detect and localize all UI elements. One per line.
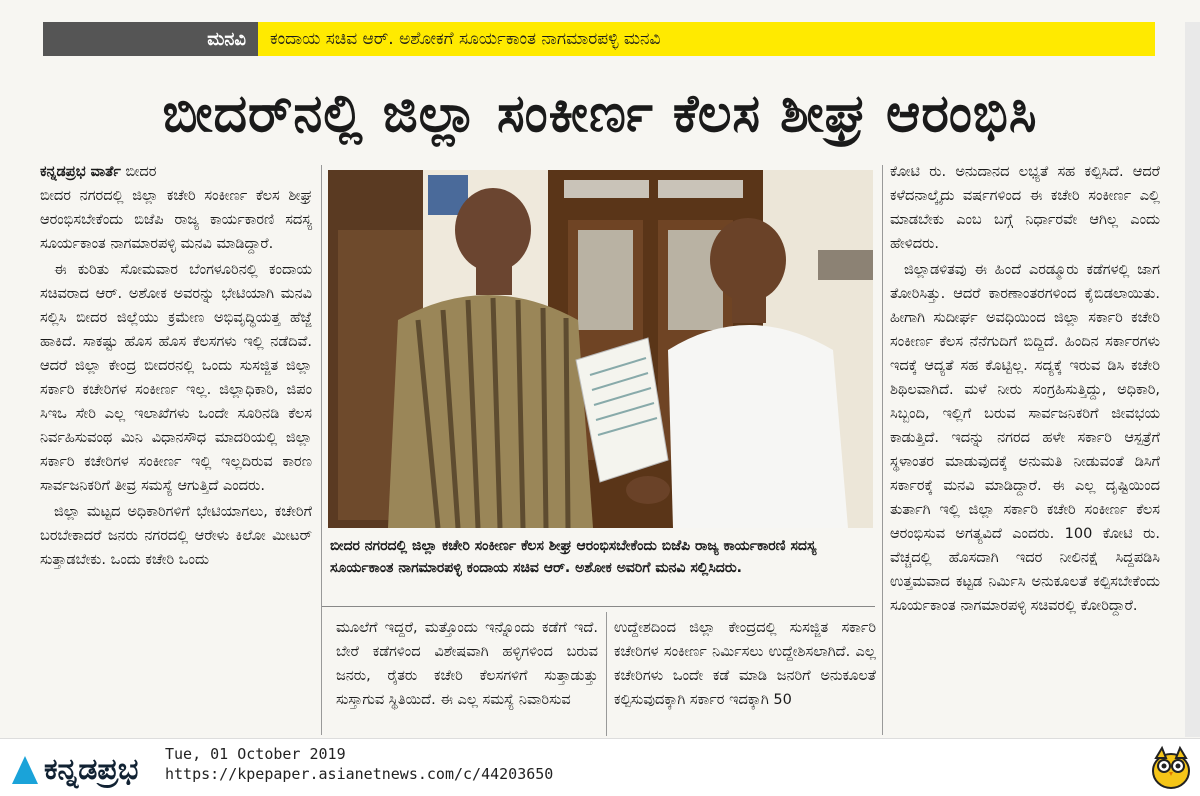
- page-edge: [1185, 22, 1200, 737]
- article-column-right: [890, 160, 1160, 620]
- headline: ಬೀದರ್‌ನಲ್ಲಿ ಜಿಲ್ಲಾ ಸಂಕೀರ್ಣ ಕೆಲಸ ಶೀಘ್ರ ಆರಂಭಿಸಿ: [162, 84, 1038, 144]
- edition-date: Tue, 01 October 2019: [165, 745, 346, 763]
- caption-rule: [322, 606, 875, 607]
- column-divider: [321, 165, 322, 735]
- column-divider: [606, 612, 607, 736]
- paragraph: ಜಿಲ್ಲಾ ಮಟ್ಟದ ಅಧಿಕಾರಿಗಳಿಗೆ ಭೇಟಿಯಾಗಲು, ಕಚೇರಿಗೆ ಬರಬೇಕಾದರೆ ಜನರು ನಗರದಲ್ಲಿ ಆರೇಳು ಕಿಲೋ ಮೀಟರ್ ಸುತ್ತಾಡಬೇಕು. ಒಂದು ಕಚೇರಿ ಒಂದು: [40, 504, 312, 568]
- paragraph: ಈ ಕುರಿತು ಸೋಮವಾರ ಬೆಂಗಳೂರಿನಲ್ಲಿ ಕಂದಾಯ ಸಚಿವರಾದ ಆರ್. ಅಶೋಕ ಅವರನ್ನು ಭೇಟಿಯಾಗಿ ಮನವಿ ಸಲ್ಲಿಸಿ ಬೀದರ ಜಿಲ್ಲೆಯು ಕ್ರಮೇಣ ಅಭಿವೃದ್ಧಿಯತ್ತ ಹೆಜ್ಜೆ ಹಾಕಿದೆ. ಸಾಕಷ್ಟು ಹೊಸ ಹೊಸ ಕೆಲಸಗಳು ಇಲ್ಲಿ ನಡೆದಿವೆ. ಆದರೆ ಜಿಲ್ಲಾ ಕೇಂದ್ರ ಬೀದರನಲ್ಲಿ ಒಂದು ಸುಸಜ್ಜಿತ ಜಿಲ್ಲಾ ಸರ್ಕಾರಿ ಕಚೇರಿಗಳ ಸಂಕೀರ್ಣ ಇಲ್ಲ. ಜಿಲ್ಲಾಧಿಕಾರಿ, ಜಿಪಂ ಸಿಇಒ ಸೇರಿ ಎಲ್ಲ ಇಲಾಖೆಗಳು ಒಂದೇ ಸೂರಿನಡಿ ಕೆಲಸ ನಿರ್ವಹಿಸುವಂಥ ಮಿನಿ ವಿಧಾನಸೌಧ ಮಾದರಿಯಲ್ಲಿ ಜಿಲ್ಲಾ ಸರ್ಕಾರಿ ಕಚೇರಿಗಳ ಸಂಕೀರ್ಣ ಇಲ್ಲಿ ಇಲ್ಲದಿರುವ ಕಾರಣ ಸಾರ್ವಜನಿಕರಿಗೆ ತೀವ್ರ ಸಮಸ್ಯೆ ಆಗುತ್ತಿದೆ ಎಂದರು.: [40, 262, 312, 494]
- byline-source: ಕನ್ನಡಪ್ರಭ ವಾರ್ತೆ: [40, 164, 121, 180]
- byline: [40, 160, 312, 184]
- kicker-bar: [43, 22, 1155, 56]
- column-divider: [882, 165, 883, 735]
- brand-logo: [12, 752, 138, 787]
- article-column-mid-1: ಮೂಲೆಗೆ ಇದ್ದರೆ, ಮತ್ತೊಂದು ಇನ್ನೊಂದು ಕಡೆಗೆ ಇದೆ. ಬೇರೆ ಕಡೆಗಳಿಂದ ವಿಶೇಷವಾಗಿ ಹಳ್ಳಿಗಳಿಂದ ಬರುವ ಜನರು, ರೈತರು ಕಚೇರಿ ಕೆಲಸಗಳಿಗೆ ಸುತ್ತಾಡುತ್ತು ಸುಸ್ತಾಗುವ ಸ್ಥಿತಿಯಿದೆ. ಈ ಎಲ್ಲ ಸಮಸ್ಯೆ ನಿವಾರಿಸುವ: [336, 620, 598, 708]
- footer-meta: [165, 744, 553, 784]
- photo-caption: ಬೀದರ ನಗರದಲ್ಲಿ ಜಿಲ್ಲಾ ಕಚೇರಿ ಸಂಕೀರ್ಣ ಕೆಲಸ ಶೀಘ್ರ ಆರಂಭಿಸಬೇಕೆಂದು ಬಿಜೆಪಿ ರಾಜ್ಯ ಕಾರ್ಯಕಾರಣಿ ಸದಸ್ಯ ಸೂರ್ಯಕಾಂತ ನಾಗಮಾರಪಳ್ಳಿ ಕಂದಾಯ ಸಚಿವ ಆರ್. ಅಶೋಕ ಅವರಿಗೆ ಮನವಿ ಸಲ್ಲಿಸಿದರು.: [330, 538, 817, 576]
- kicker-subhead: ಕಂದಾಯ ಸಚಿವ ಆರ್. ಅಶೋಕಗೆ ಸೂರ್ಯಕಾಂತ ನಾಗಮಾರಪಳ್ಳಿ ಮನವಿ: [258, 22, 1155, 56]
- article-url[interactable]: https://kpepaper.asianetnews.com/c/44203650: [165, 765, 554, 783]
- byline-place: ಬೀದರ: [125, 164, 157, 180]
- news-photo: [328, 170, 873, 528]
- brand-name: ಕನ್ನಡಪ್ರಭ: [44, 752, 139, 787]
- section-tag: ಮನವಿ: [43, 22, 258, 56]
- article-column-mid-2: ಉದ್ದೇಶದಿಂದ ಜಿಲ್ಲಾ ಕೇಂದ್ರದಲ್ಲಿ ಸುಸಜ್ಜಿತ ಸರ್ಕಾರಿ ಕಚೇರಿಗಳ ಸಂಕೀರ್ಣ ನಿರ್ಮಿಸಲು ಉದ್ದೇಶಿಸಲಾಗಿದೆ. ಎಲ್ಲ ಕಚೇರಿಗಳು ಒಂದೇ ಕಡೆ ಮಾಡಿ ಜನರಿಗೆ ಅನುಕೂಲತೆ ಕಲ್ಪಿಸುವುದಕ್ಕಾಗಿ ಸರ್ಕಾರ ಇದಕ್ಕಾಗಿ 50: [614, 620, 876, 708]
- paragraph: ಜಿಲ್ಲಾಡಳಿತವು ಈ ಹಿಂದೆ ಎರಡ್ಮೂರು ಕಡೆಗಳಲ್ಲಿ ಜಾಗ ತೋರಿಸಿತ್ತು. ಆದರೆ ಕಾರಣಾಂತರಗಳಿಂದ ಕೈಬಿಡಲಾಯಿತು. ಹೀಗಾಗಿ ಸುದೀರ್ಘ ಅವಧಿಯಿಂದ ಜಿಲ್ಲಾ ಸರ್ಕಾರಿ ಕಚೇರಿ ಸಂಕೀರ್ಣ ಕೆಲಸ ನೆನೆಗುದಿಗೆ ಬಿದ್ದಿದೆ. ಹಿಂದಿನ ಸರ್ಕಾರಗಳು ಇದಕ್ಕೆ ಆದ್ಯತೆ ಸಹ ಕೊಟ್ಟಿಲ್ಲ. ಸದ್ಯಕ್ಕೆ ಇರುವ ಡಿಸಿ ಕಚೇರಿ ಶಿಥಿಲವಾಗಿದೆ. ಮಳೆ ನೀರು ಸಂಗ್ರಹಿಸುತ್ತಿದ್ದು, ಅಧಿಕಾರಿ, ಸಿಬ್ಬಂದಿ, ಇಲ್ಲಿಗೆ ಬರುವ ಸಾರ್ವಜನಿಕರಿಗೆ ಜೀವಭಯ ಕಾಡುತ್ತಿದೆ. ಇದನ್ನು ನಗರದ ಹಳೇ ಸರ್ಕಾರಿ ಆಸ್ಪತ್ರೆಗೆ ಸ್ಥಳಾಂತರ ಮಾಡುವುದಕ್ಕೆ ಅನುಮತಿ ನೀಡುವಂತೆ ಡಿಸಿಗೆ ಸರ್ಕಾರಕ್ಕೆ ಮನವಿ ಮಾಡಿದ್ದಾರೆ. ಈ ಎಲ್ಲ ದೃಷ್ಟಿಯಿಂದ ತುರ್ತಾಗಿ ಇಲ್ಲಿ ಜಿಲ್ಲಾ ಸರ್ಕಾರಿ ಕಚೇರಿ ಸಂಕೀರ್ಣ ಕೆಲಸ ಆರಂಭಿಸುವ ಅಗತ್ಯವಿದೆ ಎಂದರು. 100 ಕೋಟಿ ರು. ವೆಚ್ಚದಲ್ಲಿ ಹೊಸದಾಗಿ ಇದರ ನೀಲಿನಕ್ಷೆ ಸಿದ್ದಪಡಿಸಿ ಉತ್ತಮವಾದ ಕಟ್ಟಡ ನಿರ್ಮಿಸಿ ಅನುಕೂಲತೆ ಕಲ್ಪಿಸಬೇಕೆಂದು ಸೂರ್ಯಕಾಂತ ನಾಗಮಾರಪಳ್ಳಿ ಸಚಿವರಲ್ಲಿ ಕೋರಿದ್ದಾರೆ.: [890, 262, 1160, 614]
- article-column-left: [40, 160, 312, 574]
- paragraph: ಬೀದರ ನಗರದಲ್ಲಿ ಜಿಲ್ಲಾ ಕಚೇರಿ ಸಂಕೀರ್ಣ ಕೆಲಸ ಶೀಘ್ರ ಆರಂಭಿಸಬೇಕೆಂದು ಬಿಜೆಪಿ ರಾಜ್ಯ ಕಾರ್ಯಕಾರಣಿ ಸದಸ್ಯ ಸೂರ್ಯಕಾಂತ ನಾಗಮಾರಪಳ್ಳಿ ಮನವಿ ಮಾಡಿದ್ದಾರೆ.: [40, 188, 312, 252]
- owl-mascot-icon: [1148, 744, 1194, 790]
- logo-triangle-icon: [12, 756, 38, 784]
- paragraph: ಕೋಟಿ ರು. ಅನುದಾನದ ಲಭ್ಯತೆ ಸಹ ಕಲ್ಪಿಸಿದೆ. ಆದರೆ ಕಳೆದನಾಲ್ಕೈದು ವರ್ಷಗಳಿಂದ ಈ ಕಚೇರಿ ಸಂಕೀರ್ಣ ಎಲ್ಲಿ ಮಾಡಬೇಕು ಎಂಬ ಬಗ್ಗೆ ನಿರ್ಧಾರವೇ ಆಗಿಲ್ಲ ಎಂದು ಹೇಳಿದರು.: [890, 164, 1160, 252]
